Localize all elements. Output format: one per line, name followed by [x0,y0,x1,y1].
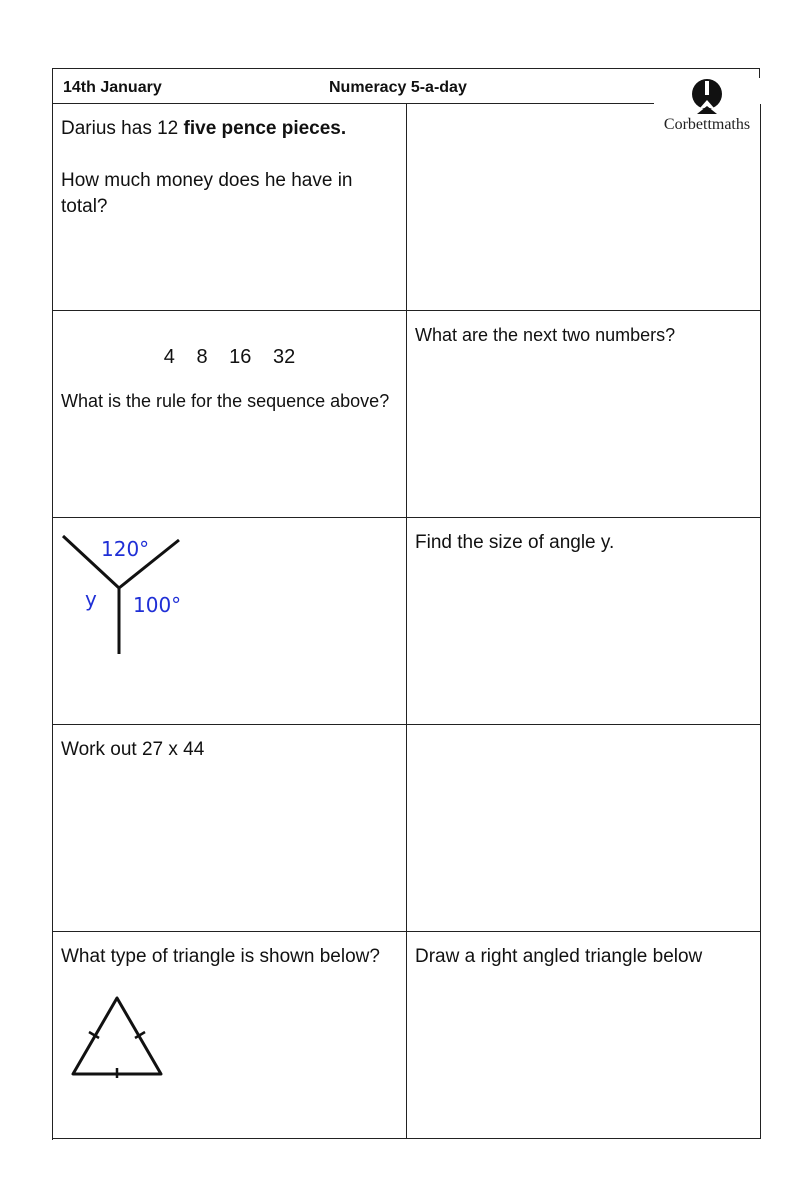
question-grid [52,104,760,1140]
question-1-text: Darius has 12 [61,118,184,139]
worksheet-title: Numeracy 5-a-day [329,79,467,96]
question-1-line-2: How much money does he have in total? [61,170,353,217]
sequence-term: 4 [163,346,175,368]
question-5-right-text: Draw a right angled triangle below [415,946,703,967]
question-2-text: What is the rule for the sequence above? [61,391,390,411]
date-label: 14th January [63,79,162,96]
question-4-text: Work out 27 x 44 [61,739,205,760]
question-2-cell [53,311,407,518]
worksheet [52,68,762,1140]
logo-text: Corbettmaths [663,116,751,133]
equilateral-triangle [69,994,165,1078]
sequence-term: 32 [272,346,296,368]
question-2-right-cell[interactable] [407,311,761,518]
question-1-line-1 [61,116,398,142]
question-4-cell [53,725,407,932]
angle-label-100: 100° [133,593,182,617]
angle-diagram [59,528,199,658]
sequence-row [61,345,398,369]
question-5-cell [53,932,407,1139]
sequence-term: 8 [196,346,208,368]
angle-label-120: 120° [101,537,150,561]
sequence-term: 16 [229,346,252,368]
question-3-cell [53,518,407,725]
question-5-text: What type of triangle is shown below? [61,946,380,967]
question-3-right-cell[interactable] [407,518,761,725]
question-2-right-text: What are the next two numbers? [415,325,676,345]
answer-4-cell[interactable] [407,725,761,932]
question-1-bold-text: five pence pieces. [183,118,347,139]
question-1-cell [53,104,407,311]
triangle-outline [73,998,161,1074]
answer-1-cell[interactable] [407,104,761,311]
question-5-right-cell[interactable] [407,932,761,1139]
question-3-right-text: Find the size of angle y. [415,532,615,553]
angle-label-y: y [85,587,97,611]
